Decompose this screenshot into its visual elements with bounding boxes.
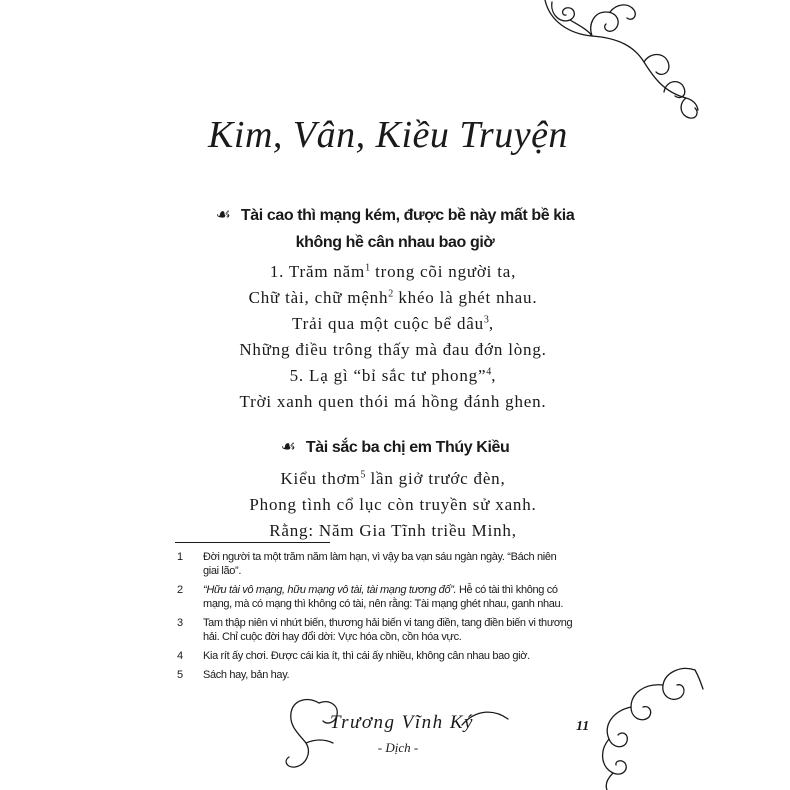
verse-text: 5. Lạ gì “bỉ sắc tư phong”	[289, 366, 487, 385]
verse-block	[173, 466, 613, 544]
heading-text: Tài cao thì mạng kém, được bề này mất bề kia	[240, 207, 575, 224]
footnote-text: Hễ có tài thì không có	[456, 584, 558, 596]
verse-text: trong cõi người ta,	[370, 262, 517, 281]
verse-text: Trải qua một cuộc bể dâu	[292, 314, 484, 333]
footnote-ref: 4	[486, 366, 492, 378]
heading-text: Tài sắc ba chị em Thúy Kiều	[305, 439, 510, 456]
verse-line	[173, 466, 613, 492]
footnote	[177, 668, 617, 682]
verse-line	[173, 311, 613, 337]
footnote-line	[203, 583, 563, 597]
footnote-number: 3	[177, 617, 183, 629]
translator-role: - Dịch -	[377, 740, 419, 755]
verse-line	[173, 363, 613, 389]
footnote-quote: “Hữu tài vô mạng, hữu mạng vô tài, tài mạng tương đố”.	[203, 584, 457, 596]
verse-line	[173, 259, 613, 285]
section-heading	[175, 434, 615, 461]
footnote-body	[203, 616, 572, 644]
verse-text: 1. Trăm năm	[269, 262, 366, 281]
verse-block	[173, 259, 613, 415]
verse-text: lần giở trước đèn,	[365, 469, 506, 488]
verse-text: Chữ tài, chữ mệnh	[248, 288, 389, 307]
footnote-line: mạng, mà có mạng thì không có tài, nên rằng: Tài mạng ghét nhau, ganh nhau.	[203, 598, 564, 610]
footnote-number: 4	[177, 650, 183, 662]
footnote-ref: 3	[483, 314, 489, 326]
verse-line: Trời xanh quen thói má hồng đánh ghen.	[239, 392, 547, 411]
footnote-body	[203, 649, 530, 663]
footnote-ref: 1	[365, 262, 371, 274]
footnote	[177, 550, 617, 578]
verse-line: Rằng: Năm Gia Tĩnh triều Minh,	[269, 521, 517, 540]
footnote-ref: 5	[360, 469, 366, 481]
verse-text: Kiểu thơm	[280, 469, 361, 488]
corner-swirl-bottom-icon	[585, 665, 705, 790]
footnote-line: Sách hay, bản hay.	[203, 669, 290, 681]
footnote-line: Kia rít ấy chơi. Được cái kia ít, thì cái ấy nhiều, không cân nhau bao giờ.	[203, 650, 530, 662]
footnote	[177, 649, 617, 663]
heading-line: không hề cân nhau bao giờ	[295, 234, 495, 251]
footnote-line: giai lão”.	[203, 565, 242, 577]
verse-line	[173, 285, 613, 311]
footnote-body	[203, 583, 563, 611]
corner-swirl-top-icon	[530, 0, 700, 125]
page-title: Kim, Vân, Kiều Truyện	[208, 114, 568, 156]
footnote	[177, 616, 617, 644]
verse-line: Những điều trông thấy mà đau đớn lòng.	[239, 340, 547, 359]
footnotes	[177, 550, 617, 687]
heading-line	[175, 202, 615, 229]
translator-name: Trương Vĩnh Ký	[330, 712, 474, 733]
verse-text: ,	[491, 366, 497, 385]
footnote	[177, 583, 617, 611]
heading-line	[175, 434, 615, 461]
footnote-number: 1	[177, 551, 183, 563]
footnote-ref: 2	[388, 288, 394, 300]
footnote-line: hải. Chỉ cuộc đời hay đổi dời: Vực hóa cồn, cồn hóa vực.	[203, 631, 462, 643]
footnote-line: Đời người ta một trăm năm làm hạn, vì vậy ba vạn sáu ngàn ngày. “Bách niên	[203, 551, 557, 563]
footnote-body	[203, 550, 556, 578]
verse-text: khéo là ghét nhau.	[393, 288, 538, 307]
page-number: 11	[576, 719, 590, 734]
footnote-number: 5	[177, 669, 183, 681]
fleuron-icon	[216, 202, 231, 229]
footnote-number: 2	[177, 584, 183, 596]
verse-line: Phong tình cổ lục còn truyền sử xanh.	[249, 495, 537, 514]
footnote-line: Tam thập niên vi nhứt biến, thương hải biến vi tang điền, tang điền biến vi thương	[203, 617, 573, 629]
verse-text: ,	[488, 314, 494, 333]
footnote-divider	[175, 542, 330, 543]
section-heading	[175, 202, 615, 256]
fleuron-icon	[281, 434, 296, 461]
footnote-body	[203, 668, 289, 682]
